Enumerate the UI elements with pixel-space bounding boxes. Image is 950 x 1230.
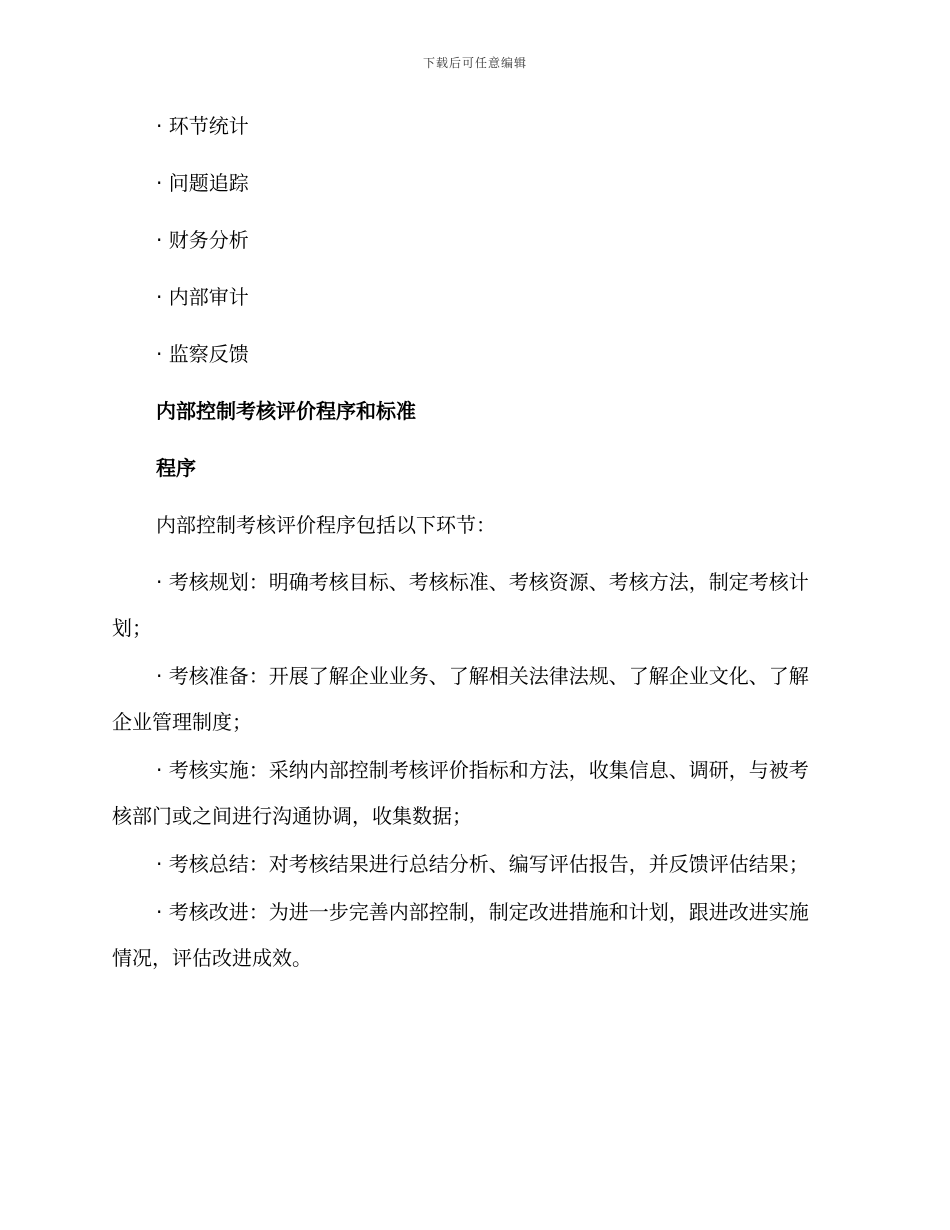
step-item: · 考核准备：开展了解企业业务、了解相关法律法规、了解企业文化、了解企业管理制度；: [112, 664, 809, 734]
intro-paragraph: 内部控制考核评价程序包括以下环节：: [156, 513, 496, 537]
step-item: · 考核总结：对考核结果进行总结分析、编写评估报告，并反馈评估结果；: [156, 852, 809, 876]
section-heading: 内部控制考核评价程序和标准: [156, 399, 416, 423]
bullet-item: · 环节统计: [156, 114, 249, 138]
page-header: 下载后可任意编辑: [422, 56, 527, 70]
document-body: [112, 112, 820, 992]
bullet-item: · 财务分析: [156, 228, 249, 252]
subsection-heading: 程序: [156, 456, 196, 480]
bullet-item: · 内部审计: [156, 285, 249, 309]
bullet-item: · 问题追踪: [156, 171, 249, 195]
step-item: · 考核实施：采纳内部控制考核评价指标和方法，收集信息、调研，与被考核部门或之间进行沟通协调，收集数据；: [112, 758, 809, 828]
bullet-item: · 监察反馈: [156, 342, 249, 366]
step-item: · 考核规划：明确考核目标、考核标准、考核资源、考核方法，制定考核计划；: [112, 570, 809, 640]
step-item: · 考核改进：为进一步完善内部控制，制定改进措施和计划，跟进改进实施情况，评估改进成效。: [112, 900, 809, 970]
